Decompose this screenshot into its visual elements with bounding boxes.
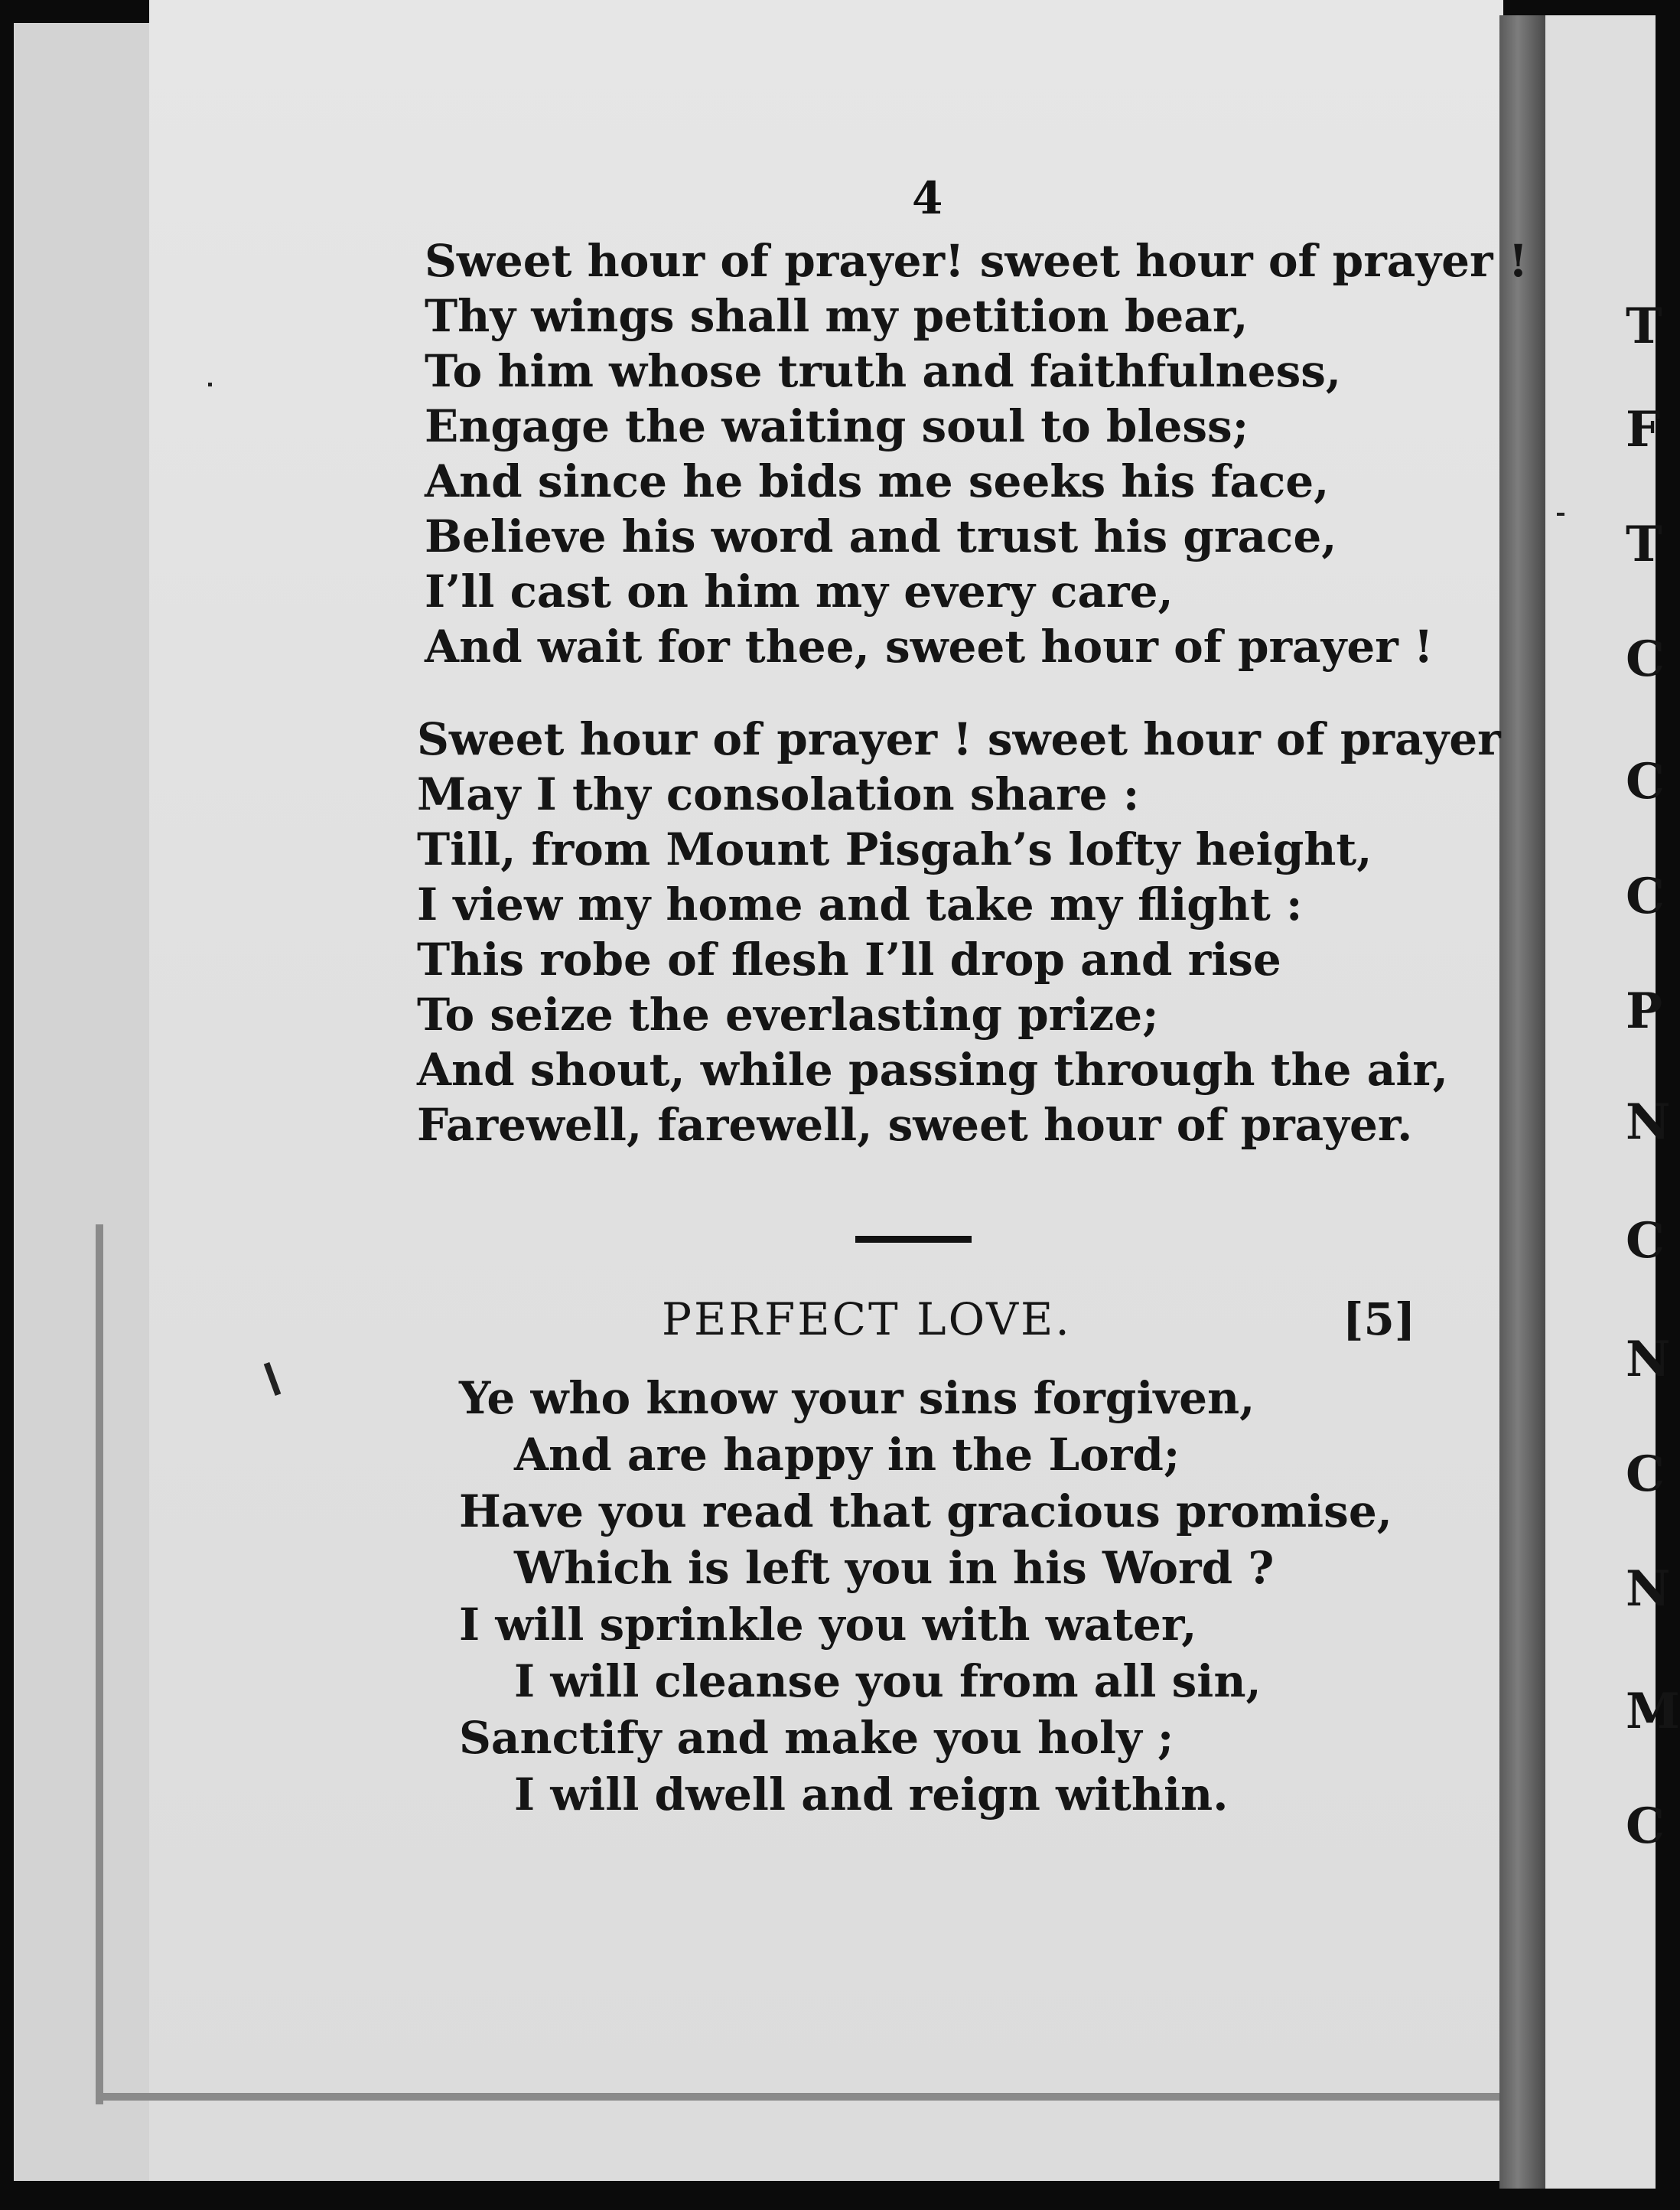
dust-speck — [208, 383, 212, 386]
page-number: 4 — [912, 172, 943, 224]
verse-line: Engage the waiting soul to bless; — [425, 400, 1249, 452]
facing-page-letter: C — [1626, 1212, 1665, 1270]
facing-page-letter: T — [1626, 298, 1662, 355]
hymn-number: [5] — [1343, 1293, 1416, 1345]
verse-line: I will cleanse you from all sin, — [514, 1655, 1262, 1707]
facing-page-letter: C — [1626, 1446, 1665, 1503]
verse-line: And wait for thee, sweet hour of prayer ! — [425, 621, 1434, 673]
hymn-title: PERFECT LOVE. — [662, 1293, 1072, 1345]
verse-line: Have you read that gracious promise, — [459, 1485, 1392, 1537]
verse-line: Sweet hour of prayer ! sweet hour of prayer — [417, 713, 1501, 765]
page-fold-bottom-edge — [99, 2093, 1499, 2101]
section-divider — [855, 1236, 972, 1243]
verse-line: I will sprinkle you with water, — [459, 1599, 1197, 1651]
verse-line: Till, from Mount Pisgah’s lofty height, — [417, 823, 1372, 875]
verse-line: I view my home and take my flight : — [417, 878, 1303, 931]
verse-line: Farewell, farewell, sweet hour of prayer. — [417, 1099, 1413, 1151]
verse-line: And are happy in the Lord; — [514, 1429, 1180, 1481]
facing-page-letter: M — [1626, 1683, 1680, 1740]
facing-page-letter: F — [1626, 401, 1661, 458]
verse-line: And shout, while passing through the air, — [417, 1044, 1448, 1096]
hymn-stanza — [459, 1370, 1392, 1823]
facing-page-letter: C — [1626, 631, 1665, 688]
verse-line: To him whose truth and faithfulness, — [425, 345, 1342, 397]
facing-page-letter: N — [1626, 1094, 1671, 1151]
verse-line: And since he bids me seeks his face, — [425, 455, 1330, 507]
facing-page-letter: C — [1626, 868, 1665, 925]
facing-page-letter: N — [1626, 1331, 1671, 1388]
facing-page-letter: N — [1626, 1560, 1671, 1618]
stanza — [417, 712, 1501, 1152]
verse-line: Sweet hour of prayer! sweet hour of prayer ! — [425, 235, 1529, 287]
verse-line: Which is left you in his Word ? — [514, 1542, 1275, 1594]
facing-page-letter: P — [1626, 983, 1663, 1040]
page-fold-left-edge — [96, 1224, 103, 2104]
dust-speck — [1557, 513, 1564, 516]
verse-line: Ye who know your sins forgiven, — [459, 1372, 1255, 1424]
verse-line: May I thy consolation share : — [417, 768, 1140, 820]
facing-page-letter: C — [1626, 753, 1665, 810]
verse-line: This robe of flesh I’ll drop and rise — [417, 934, 1281, 986]
verse-line: I will dwell and reign within. — [514, 1768, 1229, 1820]
verse-line: Believe his word and trust his grace, — [425, 510, 1337, 562]
verse-line: Thy wings shall my petition bear, — [425, 290, 1249, 342]
facing-page-letter: C — [1626, 1798, 1665, 1855]
facing-page-letter: T — [1626, 516, 1662, 573]
underlying-sheet-edge — [14, 23, 155, 2181]
verse-line: To seize the everlasting prize; — [417, 989, 1159, 1041]
stanza — [425, 233, 1528, 674]
verse-line: I’ll cast on him my every care, — [425, 566, 1174, 618]
verse-line: Sanctify and make you holy ; — [459, 1712, 1174, 1764]
